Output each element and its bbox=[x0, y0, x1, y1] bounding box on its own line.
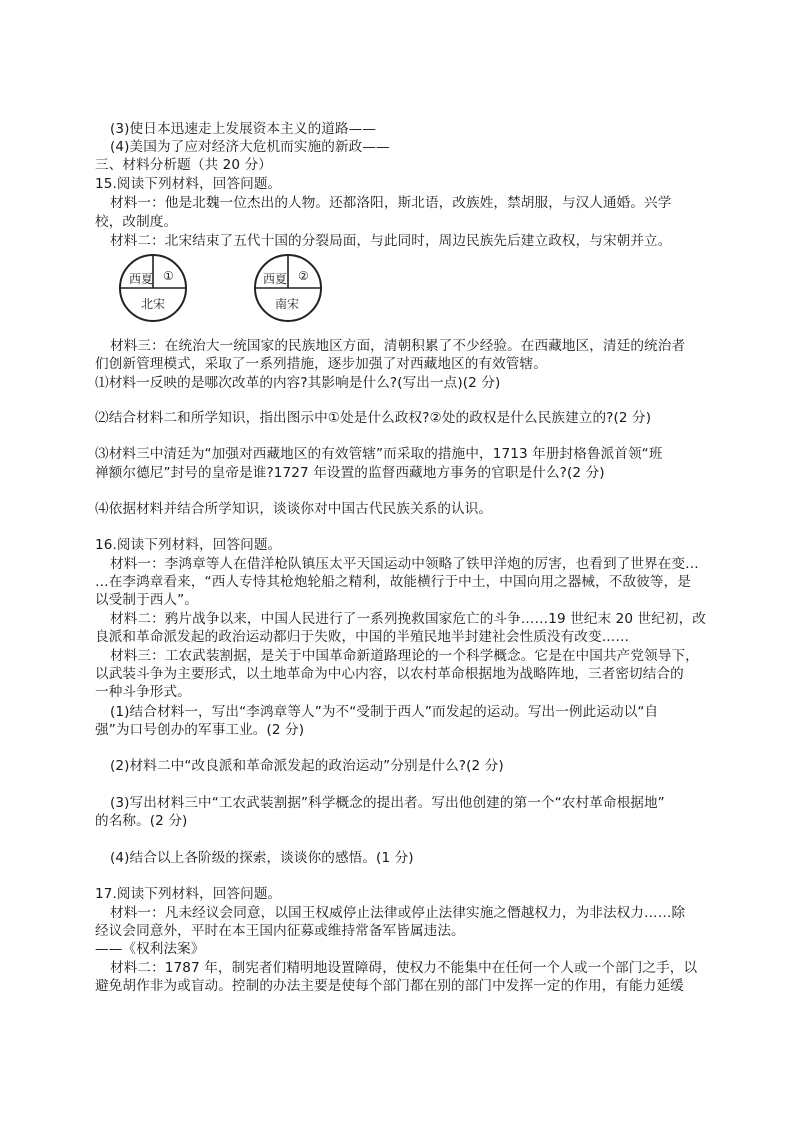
question-heading: 15.阅读下列材料，回答问题。 bbox=[95, 176, 282, 192]
sub-question: (3)写出材料三中“工农武装割据”科学概念的提出者。写出他创建的第一个“农村革命根据地” bbox=[110, 795, 665, 811]
left-top-right-label: ① bbox=[163, 269, 174, 283]
text-line: (4)美国为了应对经济大危机而实施的新政—— bbox=[110, 139, 390, 155]
text-line: 材料二：鸦片战争以来，中国人民进行了一系列挽救国家危亡的斗争……19 世纪末 20 世纪初，改 bbox=[110, 611, 707, 627]
song-dynasty-diagram bbox=[105, 252, 355, 328]
text-line: 材料一：他是北魏一位杰出的人物。还都洛阳，斯北语，改族姓，禁胡服，与汉人通婚。兴学 bbox=[110, 195, 672, 211]
text-line: 禅额尔德尼”封号的皇帝是谁?1727 年设置的监督西藏地方事务的官职是什么?(2 分) bbox=[95, 465, 605, 481]
question-heading: 17.阅读下列材料，回答问题。 bbox=[95, 886, 282, 902]
source-citation: ——《权利法案》 bbox=[95, 941, 205, 957]
left-bottom-label: 北宋 bbox=[141, 297, 166, 311]
sub-question: ⑶材料三中清廷为“加强对西藏地区的有效管辖”而采取的措施中，1713 年册封格鲁派首领“班 bbox=[95, 446, 663, 462]
right-top-right-label: ② bbox=[298, 269, 309, 283]
text-line: 避免胡作非为或盲动。控制的办法主要是使每个部门都在别的部门中发挥一定的作用，有能力延缓 bbox=[95, 978, 684, 994]
sub-question: (1)结合材料一，写出“李鸿章等人”为不“受制于西人”而发起的运动。写出一例此运动以“自 bbox=[110, 704, 659, 720]
sub-question: (4)结合以上各阶级的探索，谈谈你的感悟。(1 分) bbox=[110, 850, 414, 866]
text-line: 材料三：在统治大一统国家的民族地区方面，清朝积累了不少经验。在西藏地区，清廷的统治者 bbox=[110, 338, 686, 354]
left-top-left-label: 西夏 bbox=[129, 272, 154, 286]
sub-question: ⑵结合材料二和所学知识，指出图示中①处是什么政权?②处的政权是什么民族建立的?(2 分) bbox=[95, 410, 652, 426]
right-top-left-label: 西夏 bbox=[263, 272, 288, 286]
text-line: 校，改制度。 bbox=[95, 214, 178, 230]
text-line: 们创新管理模式，采取了一系列措施，逐步加强了对西藏地区的有效管辖。 bbox=[95, 356, 547, 372]
text-line: 材料一：凡未经议会同意，以国王权威停止法律或停止法律实施之僭越权力，为非法权力……除 bbox=[110, 905, 686, 921]
text-line: …在李鸿章看来，“西人专恃其枪炮轮船之精利，故能横行于中土，中国向用之器械，不敌彼等，是 bbox=[95, 574, 691, 590]
text-line: 经议会同意外，平时在本王国内征募或维持常备军皆属违法。 bbox=[95, 923, 465, 939]
text-line: 一种斗争形式。 bbox=[95, 684, 191, 700]
text-line: 良派和革命派发起的政治运动都归于失败，中国的半殖民地半封建社会性质没有改变…… bbox=[95, 629, 630, 645]
sub-question: ⑷依据材料并结合所学知识，谈谈你对中国古代民族关系的认识。 bbox=[95, 501, 493, 517]
text-line: 的名称。(2 分) bbox=[95, 813, 188, 829]
text-line: 材料三：工农武装割据，是关于中国革命新道路理论的一个科学概念。它是在中国共产党领导下， bbox=[110, 648, 699, 664]
section-heading: 三、材料分析题（共 20 分） bbox=[95, 157, 272, 173]
left-circle-diagram bbox=[120, 255, 186, 321]
text-line: 以武装斗争为主要形式，以土地革命为中心内容，以农村革命根据地为战略阵地，三者密切结合的 bbox=[95, 666, 684, 682]
right-bottom-label: 南宋 bbox=[275, 297, 300, 311]
text-line: 以受制于西人”。 bbox=[95, 592, 198, 608]
question-heading: 16.阅读下列材料，回答问题。 bbox=[95, 537, 282, 553]
right-circle-diagram bbox=[255, 255, 321, 321]
text-line: (3)使日本迅速走上发展资本主义的道路—— bbox=[110, 121, 377, 137]
text-line: 强”为口号创办的军事工业。(2 分) bbox=[95, 722, 305, 738]
sub-question: (2)材料二中“改良派和革命派发起的政治运动”分别是什么?(2 分) bbox=[110, 758, 504, 774]
text-line: 材料一：李鸿章等人在借洋枪队镇压太平天国运动中领略了铁甲洋炮的厉害，也看到了世界在变… bbox=[110, 556, 699, 572]
text-line: 材料二：1787 年，制宪者们精明地设置障碍，使权力不能集中在任何一个人或一个部门之手，以 bbox=[110, 960, 698, 976]
sub-question: ⑴材料一反映的是哪次改革的内容?其影响是什么?(写出一点)(2 分) bbox=[95, 375, 501, 391]
text-line: 材料二：北宋结束了五代十国的分裂局面，与此同时，周边民族先后建立政权，与宋朝并立。 bbox=[110, 233, 672, 249]
